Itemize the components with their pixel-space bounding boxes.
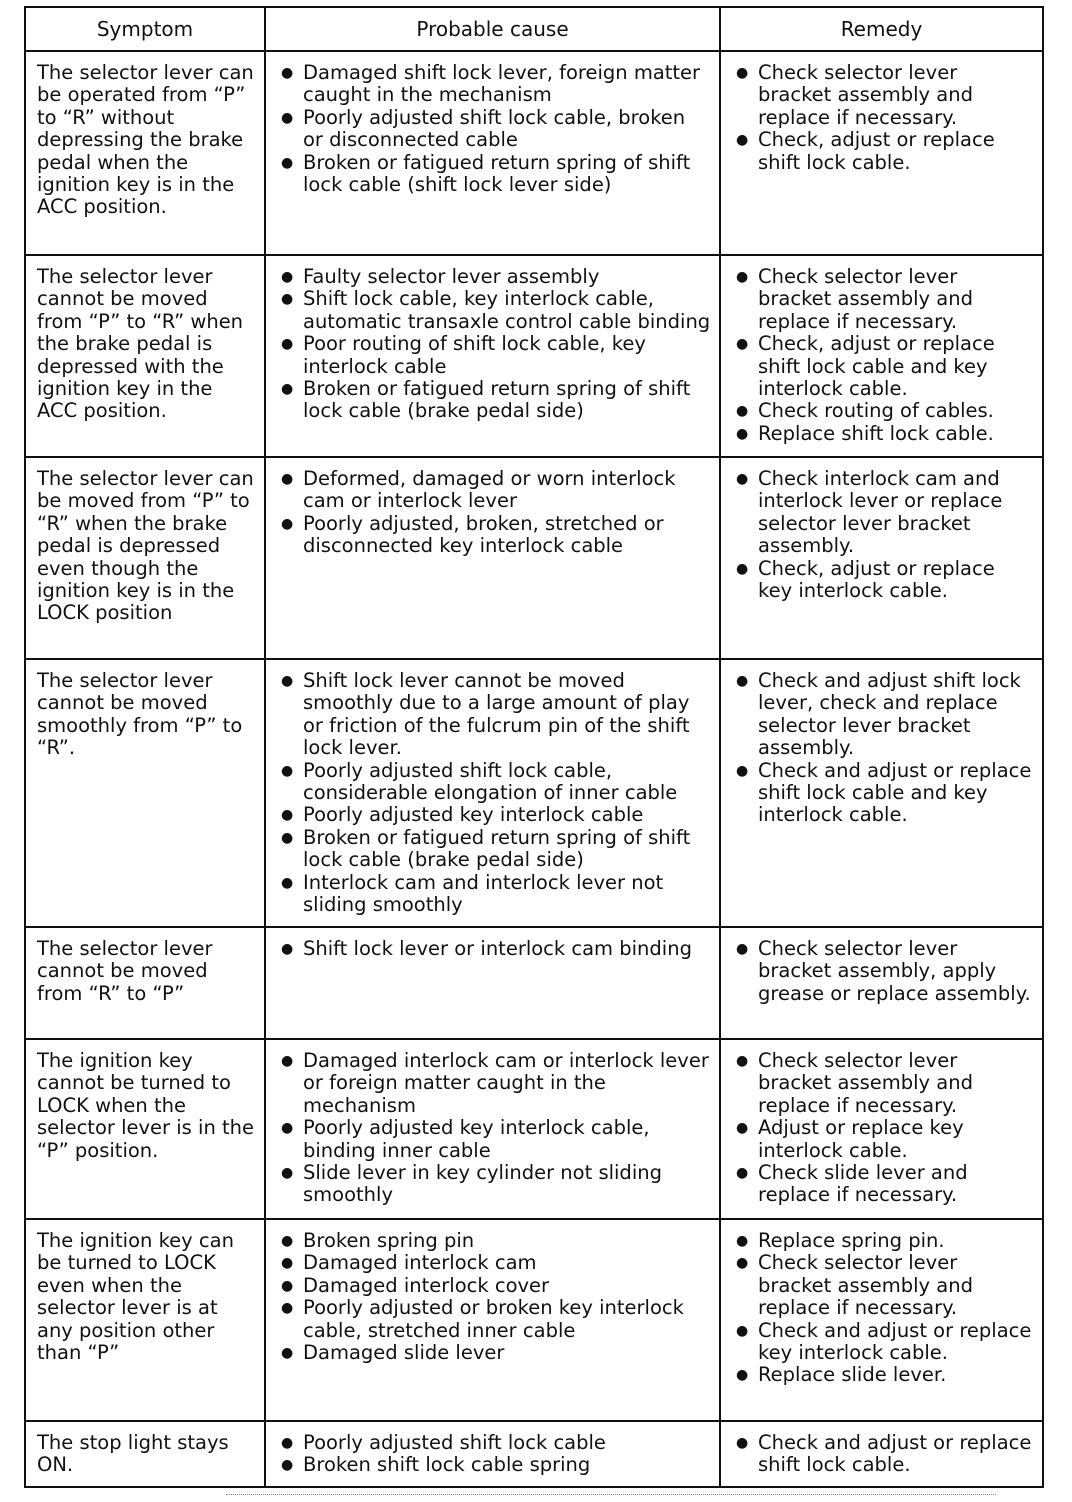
remedy-item: ● Replace slide lever. (731, 1364, 1034, 1386)
remedy-cell (720, 1039, 1043, 1219)
symptom-cell: The selector lever can be moved from “P” to “R” when the brake pedal is depressed even though the ignition key is in the LOCK position (25, 457, 265, 659)
table-row (25, 1421, 1043, 1487)
cause-cell (265, 927, 720, 1039)
remedy-cell (720, 927, 1043, 1039)
remedy-cell (720, 255, 1043, 457)
remedy-cell (720, 1219, 1043, 1421)
remedy-item: ● Check and adjust or replace shift lock cable. (731, 1432, 1034, 1477)
footer-divider (226, 1494, 996, 1495)
remedy-item: ● Check selector lever bracket assembly and replace if necessary. (731, 1252, 1034, 1319)
cause-item: ● Poorly adjusted, broken, stretched or disconnected key interlock cable (276, 513, 711, 558)
symptom-cell: The selector lever cannot be moved smoothly from “P” to “R”. (25, 659, 265, 927)
remedy-item: ● Check routing of cables. (731, 400, 1034, 422)
cause-item: ● Damaged interlock cover (276, 1275, 711, 1297)
cause-item: ● Poorly adjusted key interlock cable (276, 804, 711, 826)
table-header-row (25, 7, 1043, 51)
header-symptom: Symptom (25, 7, 265, 51)
remedy-cell (720, 659, 1043, 927)
cause-item: ● Poorly adjusted shift lock cable (276, 1432, 711, 1454)
cause-cell (265, 1039, 720, 1219)
remedy-item: ● Check interlock cam and interlock lever or replace selector lever bracket assembly. (731, 468, 1034, 558)
cause-item: ● Damaged slide lever (276, 1342, 711, 1364)
cause-item: ● Poor routing of shift lock cable, key interlock cable (276, 333, 711, 378)
cause-item: ● Poorly adjusted or broken key interlock cable, stretched inner cable (276, 1297, 711, 1342)
cause-cell (265, 51, 720, 255)
cause-item: ● Broken spring pin (276, 1230, 711, 1252)
symptom-cell: The selector lever cannot be moved from “P” to “R” when the brake pedal is depressed with the ignition key in the ACC position. (25, 255, 265, 457)
cause-item: ● Broken shift lock cable spring (276, 1454, 711, 1476)
table-row (25, 255, 1043, 457)
cause-item: ● Shift lock lever cannot be moved smoothly due to a large amount of play or friction of the fulcrum pin of the shift lock lever. (276, 670, 711, 760)
remedy-item: ● Replace shift lock cable. (731, 423, 1034, 445)
cause-item: ● Slide lever in key cylinder not sliding smoothly (276, 1162, 711, 1207)
remedy-cell (720, 51, 1043, 255)
table-row (25, 1039, 1043, 1219)
cause-item: ● Broken or fatigued return spring of shift lock cable (brake pedal side) (276, 827, 711, 872)
header-remedy: Remedy (720, 7, 1043, 51)
cause-item: ● Poorly adjusted shift lock cable, broken or disconnected cable (276, 107, 711, 152)
remedy-item: ● Check and adjust or replace shift lock cable and key interlock cable. (731, 760, 1034, 827)
remedy-item: ● Check selector lever bracket assembly and replace if necessary. (731, 266, 1034, 333)
cause-cell (265, 1219, 720, 1421)
cause-item: ● Faulty selector lever assembly (276, 266, 711, 288)
remedy-item: ● Adjust or replace key interlock cable. (731, 1117, 1034, 1162)
remedy-item: ● Check and adjust shift lock lever, check and replace selector lever bracket assembly. (731, 670, 1034, 760)
symptom-cell: The stop light stays ON. (25, 1421, 265, 1487)
cause-item: ● Shift lock lever or interlock cam binding (276, 938, 711, 960)
table-row (25, 1219, 1043, 1421)
cause-cell (265, 457, 720, 659)
cause-item: ● Damaged interlock cam or interlock lever or foreign matter caught in the mechanism (276, 1050, 711, 1117)
remedy-item: ● Check and adjust or replace key interlock cable. (731, 1320, 1034, 1365)
cause-item: ● Broken or fatigued return spring of shift lock cable (brake pedal side) (276, 378, 711, 423)
cause-item: ● Interlock cam and interlock lever not sliding smoothly (276, 872, 711, 917)
troubleshooting-table (24, 6, 1044, 1488)
cause-cell (265, 1421, 720, 1487)
remedy-item: ● Check slide lever and replace if necessary. (731, 1162, 1034, 1207)
cause-item: ● Broken or fatigued return spring of shift lock cable (shift lock lever side) (276, 152, 711, 197)
cause-item: ● Poorly adjusted key interlock cable, binding inner cable (276, 1117, 711, 1162)
remedy-item: ● Check, adjust or replace shift lock cable. (731, 129, 1034, 174)
symptom-cell: The selector lever cannot be moved from “R” to “P” (25, 927, 265, 1039)
symptom-cell: The ignition key cannot be turned to LOCK when the selector lever is in the “P” position. (25, 1039, 265, 1219)
cause-item: ● Damaged interlock cam (276, 1252, 711, 1274)
table-row (25, 51, 1043, 255)
remedy-item: ● Check, adjust or replace shift lock cable and key interlock cable. (731, 333, 1034, 400)
remedy-item: ● Check selector lever bracket assembly and replace if necessary. (731, 62, 1034, 129)
cause-item: ● Poorly adjusted shift lock cable, considerable elongation of inner cable (276, 760, 711, 805)
table-row (25, 659, 1043, 927)
symptom-cell: The ignition key can be turned to LOCK even when the selector lever is at any position other than “P” (25, 1219, 265, 1421)
symptom-cell: The selector lever can be operated from “P” to “R” without depressing the brake pedal when the ignition key is in the ACC position. (25, 51, 265, 255)
remedy-item: ● Check, adjust or replace key interlock cable. (731, 558, 1034, 603)
cause-cell (265, 659, 720, 927)
header-probable-cause: Probable cause (265, 7, 720, 51)
cause-cell (265, 255, 720, 457)
table-row (25, 457, 1043, 659)
cause-item: ● Shift lock cable, key interlock cable, automatic transaxle control cable binding (276, 288, 711, 333)
remedy-item: ● Check selector lever bracket assembly and replace if necessary. (731, 1050, 1034, 1117)
remedy-item: ● Check selector lever bracket assembly, apply grease or replace assembly. (731, 938, 1034, 1005)
remedy-cell (720, 1421, 1043, 1487)
table-row (25, 927, 1043, 1039)
remedy-item: ● Replace spring pin. (731, 1230, 1034, 1252)
cause-item: ● Damaged shift lock lever, foreign matter caught in the mechanism (276, 62, 711, 107)
cause-item: ● Deformed, damaged or worn interlock cam or interlock lever (276, 468, 711, 513)
remedy-cell (720, 457, 1043, 659)
